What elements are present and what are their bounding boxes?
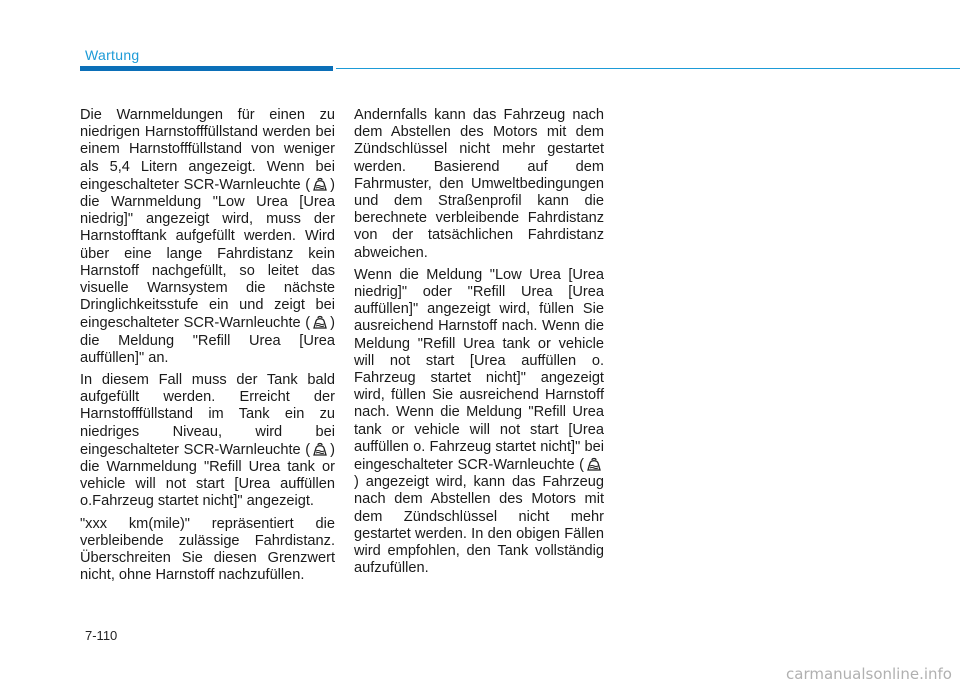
scr-warning-icon [311,176,329,192]
text-run: Wenn die Meldung "Low Urea [Urea niedrig]" oder "Refill Urea [Urea auffüllen]" angezeigt wird, füllen Sie ausreichend Harnstoff nach. Wenn die Meldung "Refill Urea tank or vehicle will not start [Urea auffüllen o. Fahrzeug startet nicht]" angezeigt wird, füllen Sie ausreichend Harnstoff nach. Wenn die Meldung "Refill Urea tank or vehicle will not start [Urea auffüllen o. Fahrzeug startet nicht]" bei eingeschalteter SCR-Warnleuchte ( [354,266,604,474]
scr-warning-icon [311,441,329,457]
left-paragraph-3: "xxx km(mile)" repräsentiert die verbleibende zulässige Fahrdistanz. Überschreiten Sie diesen Grenzwert nicht, ohne Harnstoff nachzufüllen. [80,515,335,584]
scr-warning-icon [311,314,329,330]
watermark[interactable]: carmanualsonline.info [786,665,952,683]
text-run: ) die Warnmeldung "Low Urea [Urea niedrig]" angezeigt wird, muss der Harnstofftank aufgefüllt werden. Wird über eine lange Fahrdistanz kein Harnstoff nachgefüllt, so leitet das visuelle Warnsystem die nächste Dringlichkeitsstufe ein und zeigt bei eingeschalteter SCR-Warnleuchte ( [80,176,335,332]
scr-warning-icon [585,456,603,472]
header-rule [336,68,960,69]
right-paragraph-1: Andernfalls kann das Fahrzeug nach dem Abstellen des Motors mit dem Zündschlüssel nicht mehr gestartet werden. Basierend auf dem Fahrmuster, den Umweltbedingungen und dem Straßenprofil kann die berechnete verbleibende Fahrdistanz von der tatsächlichen Fahrdistanz abweichen. [354,107,604,261]
header-bar-dark [80,66,333,71]
text-run: In diesem Fall muss der Tank bald aufgefüllt werden. Erreicht der Harnstofffüllstand im Tank ein zu niedriges Niveau, wird bei eingeschalteter SCR-Warnleuchte ( [80,372,335,458]
right-column [354,107,604,582]
text-run: ) die Warnmeldung "Refill Urea tank or vehicle will not start [Urea auffüllen o.Fahrzeug startet nicht]" angezeigt. [80,441,335,510]
left-paragraph-1 [80,107,335,367]
section-title: Wartung [85,47,140,63]
page-number: 7-110 [85,628,118,643]
text-run: Die Warnmeldungen für einen zu niedrigen Harnstofffüllstand werden bei einem Harnstofffüllstand von weniger als 5,4 Litern angezeigt. Wenn bei eingeschalteter SCR-Warnleuchte ( [80,107,335,193]
text-run: ) angezeigt wird, kann das Fahrzeug nach dem Abstellen des Motors mit dem Zündschlüssel nicht mehr gestartet werden. In den obigen Fällen wird empfohlen, den Tank vollständig aufzufüllen. [354,474,604,577]
right-paragraph-2 [354,267,604,578]
text-run: ) die Meldung "Refill Urea [Urea auffüllen]" an. [80,315,335,366]
left-column [80,107,335,589]
left-paragraph-2 [80,372,335,511]
